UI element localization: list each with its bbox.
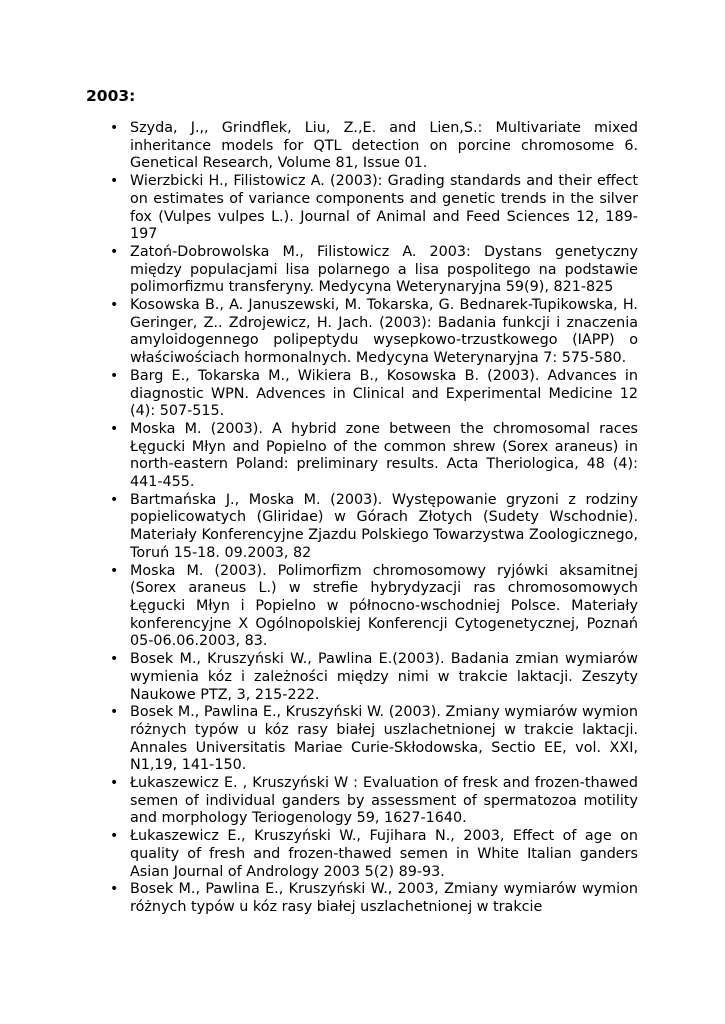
bullet-icon: • bbox=[110, 297, 119, 314]
reference-list bbox=[110, 120, 638, 917]
reference-text: Bosek M., Pawlina E., Kruszyński W., 2003, Zmiany wymiarów wymion różnych typów u kóz rasy białej uszlachetnionej w trakcie bbox=[130, 881, 638, 915]
reference-text: Łukaszewicz E. , Kruszyński W : Evaluation of fresk and frozen-thawed semen of individual ganders by assessment of spermatozoa motility and morphology Teriogenology 59, 1627-1640. bbox=[130, 775, 638, 827]
bullet-icon: • bbox=[110, 491, 119, 508]
reference-item bbox=[110, 297, 638, 368]
reference-text: Kosowska B., A. Januszewski, M. Tokarska, G. Bednarek-Tupikowska, H. Geringer, Z.. Zdrojewicz, H. Jach. (2003): Badania funkcji i znaczenia amyloidogennego polipeptydu wysepkowo-trzustkowego (IAPP) o właściwościach hormonalnych. Medycyna Weterynaryjna 7: 575-580. bbox=[130, 297, 638, 367]
reference-item bbox=[110, 491, 638, 563]
reference-item bbox=[110, 651, 638, 704]
bullet-icon: • bbox=[110, 704, 119, 721]
bullet-icon: • bbox=[110, 367, 119, 384]
reference-item bbox=[110, 367, 638, 421]
reference-text: Bosek M., Pawlina E., Kruszyński W. (2003). Zmiany wymiarów wymion różnych typów u kóz rasy białej uszlachetnionej w trakcie laktacji. Annales Universitatis Mariae Curie-Skłodowska, Sectio EE, vol. XXI, N1,19, 141-150. bbox=[130, 704, 638, 774]
reference-item bbox=[110, 775, 638, 828]
bullet-icon: • bbox=[110, 120, 119, 136]
reference-text: Łukaszewicz E., Kruszyński W., Fujihara N., 2003, Effect of age on quality of fresh and frozen-thawed semen in White Italian ganders Asian Journal of Andrology 2003 5(2) 89-93. bbox=[130, 828, 638, 880]
bullet-icon: • bbox=[110, 243, 119, 260]
reference-item bbox=[110, 704, 638, 775]
bullet-icon: • bbox=[110, 775, 119, 792]
reference-item bbox=[110, 828, 638, 881]
reference-text: Barg E., Tokarska M., Wikiera B., Kosowska B. (2003). Advances in diagnostic WPN. Advences in Clinical and Experimental Medicine 12 (4): 507-515. bbox=[130, 367, 638, 420]
bullet-icon: • bbox=[110, 420, 119, 437]
year-heading: 2003: bbox=[86, 87, 136, 105]
reference-text: Szyda, J.,, Grindflek, Liu, Z.,E. and Lien,S.: Multivariate mixed inheritance models for QTL detection on porcine chromosome 6. Genetical Research, Volume 81, Issue 01. bbox=[130, 120, 638, 172]
reference-text: Wierzbicki H., Filistowicz A. (2003): Grading standards and their effect on estimates of variance components and genetic trends in the silver fox (Vulpes vulpes L.). Journal of Animal and Feed Sciences 12, 189-197 bbox=[130, 173, 638, 243]
bullet-icon: • bbox=[110, 881, 119, 898]
bullet-icon: • bbox=[110, 828, 119, 845]
reference-text: Bartmańska J., Moska M. (2003). Występowanie gryzoni z rodziny popielicowatych (Gliridae) w Górach Złotych (Sudety Wschodnie). Materiały Konferencyjne Zjazdu Polskiego Towarzystwa Zoologicznego, Toruń 15-18. 09.2003, 82 bbox=[130, 491, 638, 561]
reference-text: Moska M. (2003). A hybrid zone between the chromosomal races Łęgucki Młyn and Popielno of the common shrew (Sorex araneus) in north-eastern Poland: preliminary results. Acta Theriologica, 48 (4): 441-455. bbox=[130, 420, 638, 491]
reference-item bbox=[110, 243, 638, 297]
reference-text: Moska M. (2003). Polimorfizm chromosomowy ryjówki aksamitnej (Sorex araneus L.) w strefie hybrydyzacji ras chromosomowych Łęgucki Młyn i Popielno w północno-wschodniej Polsce. Materiały konferencyjne X Ogólnopolskiej Konferencji Cytogenetycznej, Poznań 05-06.06.2003, 83. bbox=[130, 562, 638, 650]
reference-item bbox=[110, 120, 638, 173]
reference-text: Zatoń-Dobrowolska M., Filistowicz A. 2003: Dystans genetyczny między populacjami lisa polarnego a lisa pospolitego na podstawie polimorfizmu transferyny. Medycyna Weterynaryjna 59(9), 821-825 bbox=[130, 243, 638, 296]
bullet-icon: • bbox=[110, 651, 119, 668]
reference-item bbox=[110, 881, 638, 916]
bullet-icon: • bbox=[110, 562, 119, 579]
reference-text: Bosek M., Kruszyński W., Pawlina E.(2003). Badania zmian wymiarów wymienia kóz i zależności między nimi w trakcie laktacji. Zeszyty Naukowe PTZ, 3, 215-222. bbox=[130, 651, 638, 703]
reference-item bbox=[110, 420, 638, 492]
reference-item bbox=[110, 562, 638, 652]
reference-item bbox=[110, 173, 638, 244]
bullet-icon: • bbox=[110, 173, 119, 190]
